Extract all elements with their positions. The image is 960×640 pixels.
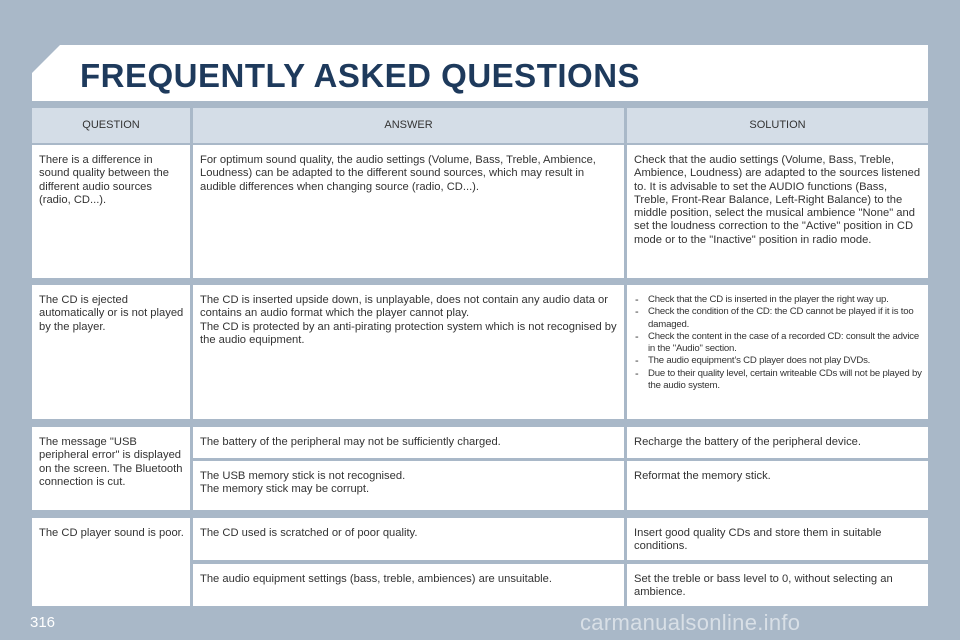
row3-answer-a: The battery of the peripheral may not be sufficiently charged. — [193, 427, 624, 458]
row1-answer: For optimum sound quality, the audio settings (Volume, Bass, Treble, Ambience, Loudness) can be adapted to the different sound sources, which may result in audible differences when changing source (radio, CD...). — [193, 145, 624, 278]
row3-answer-b-line2: The memory stick may be corrupt. — [200, 483, 370, 496]
row4-solution-b: Set the treble or bass level to 0, without selecting an ambience. — [627, 564, 928, 606]
row4-answer-b: The audio equipment settings (bass, treble, ambiences) are unsuitable. — [193, 564, 624, 606]
list-item: - The audio equipment’s CD player does not play DVDs. — [634, 355, 922, 367]
row2-answer — [193, 285, 624, 419]
watermark: carmanualsonline.info — [580, 610, 801, 635]
row1-question: There is a difference in sound quality between the different audio sources (radio, CD...). — [32, 145, 190, 278]
row2-question: The CD is ejected automatically or is not played by the player. — [32, 285, 190, 419]
page-number: 316 — [30, 614, 56, 631]
list-item: - Due to their quality level, certain writeable CDs will not be played by the audio system. — [634, 368, 922, 393]
row4-answer-a: The CD used is scratched or of poor quality. — [193, 518, 624, 560]
row3-question: The message "USB peripheral error" is displayed on the screen. The Bluetooth connection is cut. — [32, 427, 190, 510]
row2-solution-list — [634, 294, 922, 392]
list-item: - Check the content in the case of a recorded CD: consult the advice in the "Audio" section. — [634, 331, 922, 356]
row2-answer-line1: The CD is inserted upside down, is unplayable, does not contain any audio data or contains an audio format which the player cannot play. — [200, 294, 608, 320]
row4-solution-a: Insert good quality CDs and store them in suitable conditions. — [627, 518, 928, 560]
row3-answer-b-line1: The USB memory stick is not recognised. — [200, 470, 406, 482]
row1-solution: Check that the audio settings (Volume, Bass, Treble, Ambience, Loudness) are adapted to the sources listened to. It is advisable to set the AUDIO functions (Bass, Treble, Front-Rear Balance, Left-Right Balance) to the middle position, select the musical ambience "None" and set the loudness correction to the "Active" position in CD mode or to the "Inactive" position in radio mode. — [627, 145, 928, 278]
page-title: FREQUENTLY ASKED QUESTIONS — [80, 57, 641, 94]
row3-solution-a: Recharge the battery of the peripheral device. — [627, 427, 928, 458]
row4-question: The CD player sound is poor. — [32, 518, 190, 606]
row2-answer-line2: The CD is protected by an anti-pirating protection system which is not recognised by the audio equipment. — [200, 320, 617, 346]
row3-answer-b — [193, 461, 624, 510]
header-answer: ANSWER — [193, 108, 624, 143]
list-item: - Check that the CD is inserted in the player the right way up. — [634, 294, 922, 306]
list-item: - Check the condition of the CD: the CD cannot be played if it is too damaged. — [634, 306, 922, 331]
header-solution: SOLUTION — [627, 108, 928, 143]
header-question: QUESTION — [32, 108, 190, 143]
row2-solution — [627, 285, 928, 419]
row3-solution-b: Reformat the memory stick. — [627, 461, 928, 510]
